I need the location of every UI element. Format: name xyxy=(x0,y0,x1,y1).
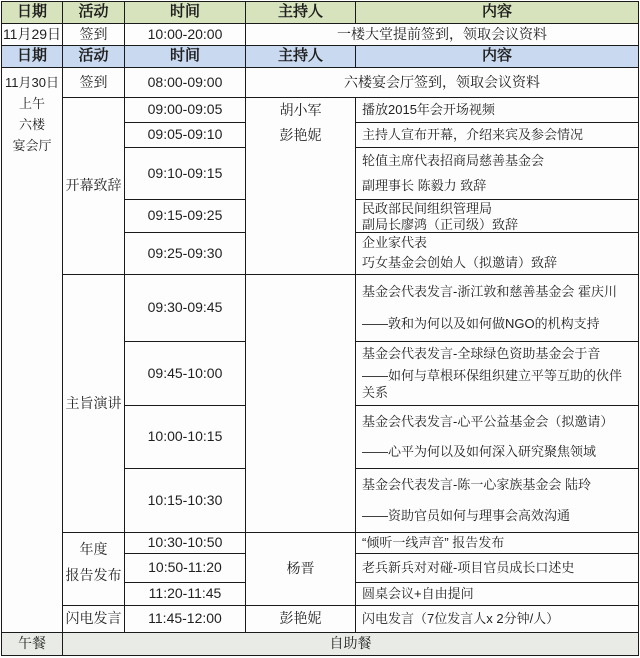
date-cell: 11月29日 xyxy=(2,24,63,46)
row-keynote-1 xyxy=(2,275,639,342)
time-cell: 09:05-09:10 xyxy=(125,123,246,148)
header-content: 内容 xyxy=(356,46,639,68)
activity-cell: 签到 xyxy=(63,24,125,46)
activity-cell-report xyxy=(63,533,125,606)
header-activity: 活动 xyxy=(63,2,125,24)
row-opening-1 xyxy=(2,98,639,123)
content-line: 民政部民间组织管理局 xyxy=(362,200,493,216)
content-line: ——资助官员如何与理事会高效沟通 xyxy=(362,507,571,523)
host-name: 胡小军 xyxy=(279,102,322,118)
content-line: 基金会代表发言-陈一心家族基金会 陆玲 xyxy=(362,477,591,493)
content-line: 基金会代表发言-浙江敦和慈善基金会 霍庆川 xyxy=(362,283,617,299)
content-cell xyxy=(356,275,639,342)
activity-cell-lightning: 闪电发言 xyxy=(63,606,125,633)
content-cell: 播放2015年会开场视频 xyxy=(356,98,639,123)
content-cell xyxy=(356,148,639,200)
header-time: 时间 xyxy=(125,46,246,68)
date-line: 宴会厅 xyxy=(12,138,52,153)
activity-cell: 签到 xyxy=(63,68,125,98)
time-cell: 09:45-10:00 xyxy=(125,342,246,406)
content-line: 副局长廖鸿（正司级）致辞 xyxy=(362,216,519,232)
activity-line: 报告发布 xyxy=(65,567,122,583)
header-date: 日期 xyxy=(2,46,63,68)
time-cell: 10:00-10:15 xyxy=(125,406,246,469)
activity-line: 年度 xyxy=(79,541,108,557)
activity-cell-keynote: 主旨演讲 xyxy=(63,275,125,533)
time-cell: 09:15-09:25 xyxy=(125,200,246,233)
content-line: 基金会代表发言-全球绿色资助基金会于音 xyxy=(362,346,601,362)
row-day1-checkin xyxy=(2,24,639,46)
date-line: 六楼 xyxy=(18,117,45,132)
time-cell: 10:15-10:30 xyxy=(125,469,246,533)
content-cell xyxy=(356,406,639,469)
header-content: 内容 xyxy=(356,2,639,24)
time-cell: 11:20-11:45 xyxy=(125,583,246,606)
content-line: 基金会代表发言-心平公益基金会（拟邀请） xyxy=(362,413,614,429)
activity-cell-opening: 开幕致辞 xyxy=(63,98,125,275)
time-cell: 10:00-20:00 xyxy=(125,24,246,46)
content-cell: 老兵新兵对对碰-项目官员成长口述史 xyxy=(356,554,639,583)
content-cell: 一楼大堂提前签到，领取会议资料 xyxy=(246,24,639,46)
header-time: 时间 xyxy=(125,2,246,24)
content-cell: 圆桌会议+自由提问 xyxy=(356,583,639,606)
row-lightning xyxy=(2,606,639,633)
time-cell: 09:00-09:05 xyxy=(125,98,246,123)
header-row-day2 xyxy=(2,46,639,68)
host-cell-report: 杨晋 xyxy=(246,533,356,606)
header-host: 主持人 xyxy=(246,2,356,24)
content-cell: “倾听一线声音” 报告发布 xyxy=(356,533,639,554)
time-cell: 10:50-11:20 xyxy=(125,554,246,583)
content-cell: 闪电发言（7位发言人x 2分钟/人） xyxy=(356,606,639,633)
content-line: 企业家代表 xyxy=(362,235,428,251)
content-cell xyxy=(356,233,639,275)
time-cell: 09:25-09:30 xyxy=(125,233,246,275)
content-line: 巧女基金会创始人（拟邀请）致辞 xyxy=(362,255,558,271)
content-line: ——如何与草根环保组织建立平等互助的伙伴关系 xyxy=(362,368,623,400)
content-line: ——敦和为何以及如何做NGO的机构支持 xyxy=(362,315,600,331)
content-line: 副理事长 陈毅力 致辞 xyxy=(362,177,487,193)
header-date: 日期 xyxy=(2,2,63,24)
lunch-label-cell: 午餐 xyxy=(2,633,63,656)
content-line: 轮值主席代表招商局慈善基金会 xyxy=(362,152,545,168)
date-line: 上午 xyxy=(18,96,45,111)
content-cell xyxy=(356,342,639,406)
date-line: 11月30日 xyxy=(5,75,59,90)
content-cell: 主持人宣布开幕，介绍来宾及参会情况 xyxy=(356,123,639,148)
row-report-1 xyxy=(2,533,639,554)
row-day2-checkin xyxy=(2,68,639,98)
header-host: 主持人 xyxy=(246,46,356,68)
time-cell: 11:45-12:00 xyxy=(125,606,246,633)
host-name: 彭艳妮 xyxy=(279,127,322,143)
time-cell: 10:30-10:50 xyxy=(125,533,246,554)
header-row-day1 xyxy=(2,2,639,24)
agenda-table xyxy=(1,1,639,656)
date-cell-day2 xyxy=(2,68,63,633)
content-cell xyxy=(356,200,639,233)
host-cell-morning xyxy=(246,98,356,275)
host-cell-lightning: 彭艳妮 xyxy=(246,606,356,633)
content-cell xyxy=(356,469,639,533)
lunch-content-cell: 自助餐 xyxy=(63,633,639,656)
time-cell: 08:00-09:00 xyxy=(125,68,246,98)
content-cell: 六楼宴会厅签到，领取会议资料 xyxy=(246,68,639,98)
header-activity: 活动 xyxy=(63,46,125,68)
row-lunch xyxy=(2,633,639,656)
host-cell-keynote-empty xyxy=(246,275,356,533)
time-cell: 09:10-09:15 xyxy=(125,148,246,200)
content-line: ——心平为何以及如何深入研究聚焦领域 xyxy=(362,443,597,459)
time-cell: 09:30-09:45 xyxy=(125,275,246,342)
